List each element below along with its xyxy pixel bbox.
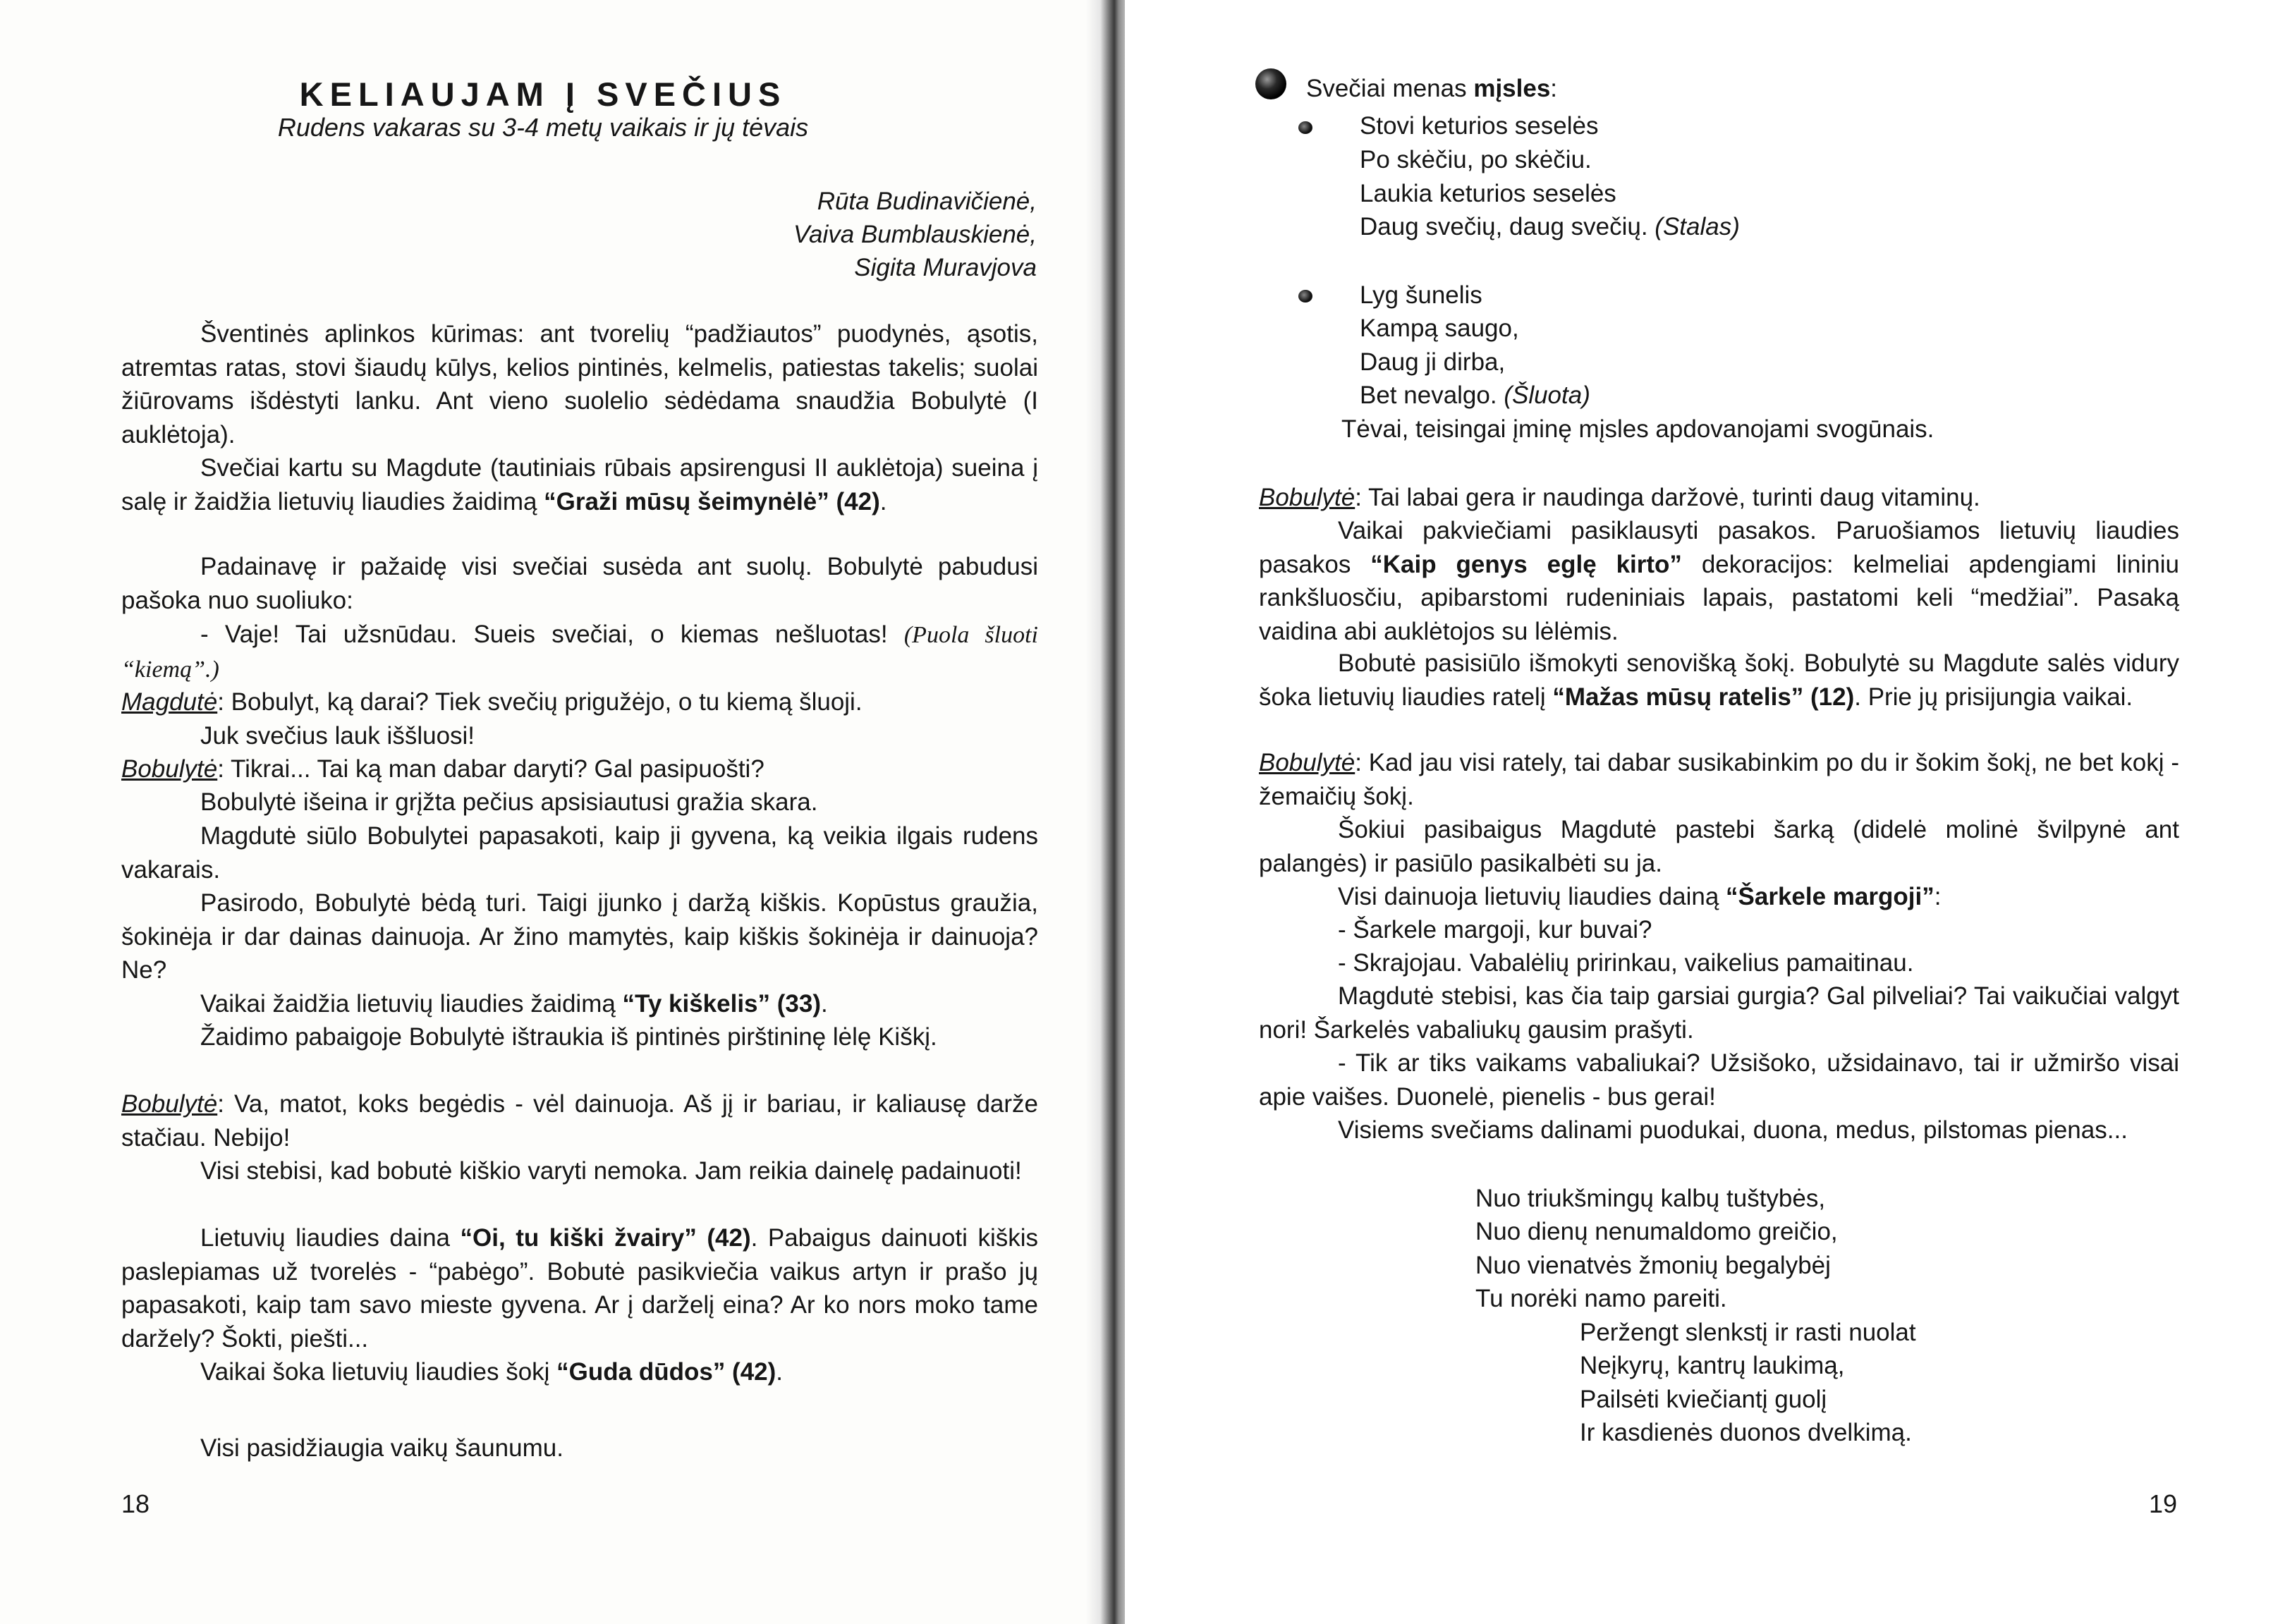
riddle-line: Daug svečių, daug svečių. (Stalas): [1360, 213, 1740, 240]
poem-line: Tu norėki namo pareiti.: [1475, 1285, 1727, 1312]
paragraph: Pasirodo, Bobulytė bėdą turi. Taigi įjunko į daržą kiškis. Kopūstus graužia, šokinėja ir dar dainas dainuoja. Ar žino mamytės, kaip kiškis šokinėja ir dainuoja? Ne?: [121, 889, 1038, 984]
riddle-line: Po skėčiu, po skėčiu.: [1360, 146, 1592, 173]
page-subtitle: Rudens vakaras su 3-4 metų vaikais ir jų tėvais: [277, 113, 809, 142]
poem-line: Neįkyrų, kantrų laukimą,: [1580, 1352, 1845, 1379]
speaker-label: Bobulytė: [1259, 484, 1355, 511]
speaker-label: Magdutė: [121, 688, 218, 716]
riddle-line: Kampą saugo,: [1360, 315, 1519, 342]
dialogue-line: Bobulytė: Va, matot, koks begėdis - vėl dainuoja. Aš jį ir bariau, ir kaliausę darže stačiau. Nebijo!: [121, 1090, 1038, 1152]
paragraph: Svečiai kartu su Magdute (tautiniais rūbais apsirengusi II auklėtoja) sueina į salę ir žaidžia lietuvių liaudies žaidimą “Graži mūsų šeimynėlė” (42).: [121, 454, 1038, 515]
dialogue-line: Magdutė: Bobulyt, ką darai? Tiek svečių prigužėjo, o tu kiemą šluoji.: [121, 688, 863, 716]
riddle-answer: (Stalas): [1655, 213, 1740, 240]
paragraph: Visi pasidžiaugia vaikų šaunumu.: [200, 1434, 563, 1462]
dialogue-line: Bobulytė: Tikrai... Tai ką man dabar daryti? Gal pasipuošti?: [121, 755, 764, 783]
paragraph: Šokiui pasibaigus Magdutė pastebi šarką (didelė molinė švilpynė ant palangės) ir pasiūlo pasikalbėti su ja.: [1259, 816, 2179, 877]
paragraph: Visiems svečiams dalinami puodukai, duona, medus, pilstomas pienas...: [1338, 1116, 2128, 1144]
poem-line: Pailsėti kviečiantį guolį: [1580, 1386, 1827, 1413]
song-title: “Šarkele margoji”: [1726, 883, 1934, 910]
paragraph: Bobutė pasisiūlo išmokyti senovišką šokį. Bobulytė su Magdute salės vidury šoka lietuvių liaudies ratelį “Mažas mūsų ratelis” (12). Prie jų prisijungia vaikai.: [1259, 649, 2179, 711]
song-title: “Mažas mūsų ratelis” (12): [1552, 683, 1855, 711]
paragraph: Visi stebisi, kad bobutė kiškio varyti nemoka. Jam reikia dainelę padainuoti!: [200, 1157, 1022, 1185]
paragraph: Žaidimo pabaigoje Bobulytė ištraukia iš pintinės pirštininę lėlę Kiškį.: [200, 1023, 937, 1051]
speaker-label: Bobulytė: [121, 1090, 218, 1118]
dialogue-line: Bobulytė: Tai labai gera ir naudinga daržovė, turinti daug vitaminų.: [1259, 484, 1980, 511]
bullet-icon: [1298, 290, 1312, 303]
paragraph: Padainavę ir pažaidę visi svečiai susėda ant suolų. Bobulytė pabudusi pašoka nuo suoliuko:: [121, 553, 1038, 614]
song-line: - Skrajojau. Vabalėlių pririnkau, vaikelius pamaitinau.: [1338, 949, 1914, 977]
riddle-line: Stovi keturios seselės: [1360, 112, 1599, 140]
riddle-answer: (Šluota): [1504, 381, 1590, 409]
bullet-icon: [1298, 121, 1312, 134]
authors: [793, 185, 1037, 284]
song-title: “Graži mūsų šeimynėlė” (42): [544, 487, 880, 515]
paragraph: Magdutė stebisi, kas čia taip garsiai gurgia? Gal pilveliai? Tai vaikučiai valgyt nori! Šarkelės vabaliukų gausim prašyti.: [1259, 982, 2179, 1044]
paragraph: Bobulytė išeina ir grįžta pečius apsisiautusi gražia skara.: [200, 788, 818, 816]
speaker-label: Bobulytė: [1259, 749, 1355, 776]
right-page: [1125, 0, 2285, 1624]
poem-line: Nuo vienatvės žmonių begalybėj: [1475, 1252, 1831, 1279]
song-title: “Guda dūdos” (42): [556, 1358, 776, 1386]
author-name: Rūta Budinavičienė,: [817, 188, 1037, 215]
riddle-line: Lyg šunelis: [1360, 281, 1482, 309]
poem-line: Nuo dienų nenumaldomo greičio,: [1475, 1218, 1838, 1245]
paragraph: Tėvai, teisingai įminę mįsles apdovanojami svogūnais.: [1341, 415, 1934, 443]
riddle-line: Daug ji dirba,: [1360, 348, 1506, 376]
paragraph: Vaikai žaidžia lietuvių liaudies žaidimą “Ty kiškelis” (33).: [200, 990, 828, 1018]
stage-direction: (Puola šluoti “kiemą”.): [121, 622, 1038, 683]
speaker-label: Bobulytė: [121, 755, 218, 783]
paragraph: - Tik ar tiks vaikams vabaliukai? Užsišoko, užsidainavo, tai ir užmiršo visai apie vaišes. Duonelė, pienelis - bus gerai!: [1259, 1049, 2179, 1111]
author-name: Sigita Muravjova: [854, 254, 1037, 281]
paragraph: Vaikai pakviečiami pasiklausyti pasakos. Paruošiamos lietuvių liaudies pasakos “Kaip genys eglę kirto” dekoracijos: kelmeliai apdengiami lininiu rankšluosčiu, apibarstomi rudeniniais lapais, pastatomi keli “medžiai”. Pasaką vaidina abi auklėtojos su lėlėmis.: [1259, 517, 2179, 645]
bullet-icon: [1255, 68, 1286, 99]
tale-title: “Kaip genys eglę kirto”: [1370, 550, 1682, 578]
paragraph: Šventinės aplinkos kūrimas: ant tvorelių “padžiautos” puodynės, ąsotis, atremtas ratas, stovi šiaudų kūlys, kelios pintinės, kelmelis, patiestas takelis; suolai žiūrovams išdėstyti lanku. Ant vieno suolelio sėdėdama snaudžia Bobulytė (I auklėtoja).: [121, 320, 1038, 448]
song-title: “Oi, tu kiški žvairy” (42): [460, 1224, 751, 1252]
song-line: - Šarkele margoji, kur buvai?: [1338, 916, 1652, 944]
paragraph: - Vaje! Tai užsnūdau. Sueis svečiai, o kiemas nešluotas! (Puola šluoti “kiemą”.): [121, 621, 1038, 683]
dialogue-line: Bobulytė: Kad jau visi rately, tai dabar susikabinkim po du ir šokim šokį, ne bet kokį - žemaičių šokį.: [1259, 749, 2179, 810]
riddle-intro: Svečiai menas mįsles:: [1306, 75, 1558, 102]
paragraph: Visi dainuoja lietuvių liaudies dainą “Šarkele margoji”:: [1338, 883, 1942, 910]
paragraph: Lietuvių liaudies daina “Oi, tu kiški žvairy” (42). Pabaigus dainuoti kiškis paslepiamas už tvorelės - “pabėgo”. Bobutė pasikviečia vaikus artyn ir prašo jų papasakoti, kaip tam savo mieste gyvena. Ar į darželį eina? Ar ko nors moko tame daržely? Šokti, piešti...: [121, 1224, 1038, 1353]
riddle-line: Laukia keturios seselės: [1360, 180, 1616, 207]
paragraph: Vaikai šoka lietuvių liaudies šokį “Guda dūdos” (42).: [200, 1358, 784, 1386]
paragraph: Magdutė siūlo Bobulytei papasakoti, kaip ji gyvena, ką veikia ilgais rudens vakarais.: [121, 822, 1038, 884]
riddle-line: Bet nevalgo. (Šluota): [1360, 381, 1590, 409]
page-number: 19: [2149, 1489, 2178, 1518]
poem-line: Nuo triukšmingų kalbų tuštybės,: [1475, 1185, 1826, 1212]
author-name: Vaiva Bumblauskienė,: [793, 221, 1037, 248]
page-title: KELIAUJAM Į SVEČIUS: [299, 75, 787, 113]
poem-line: Ir kasdienės duonos dvelkimą.: [1580, 1419, 1912, 1446]
song-title: “Ty kiškelis” (33): [622, 990, 821, 1018]
poem-line: Peržengt slenkstį ir rasti nuolat: [1580, 1319, 1916, 1346]
page-number: 18: [121, 1489, 150, 1518]
left-page: [0, 0, 1107, 1624]
paragraph: Juk svečius lauk iššluosi!: [200, 722, 475, 750]
